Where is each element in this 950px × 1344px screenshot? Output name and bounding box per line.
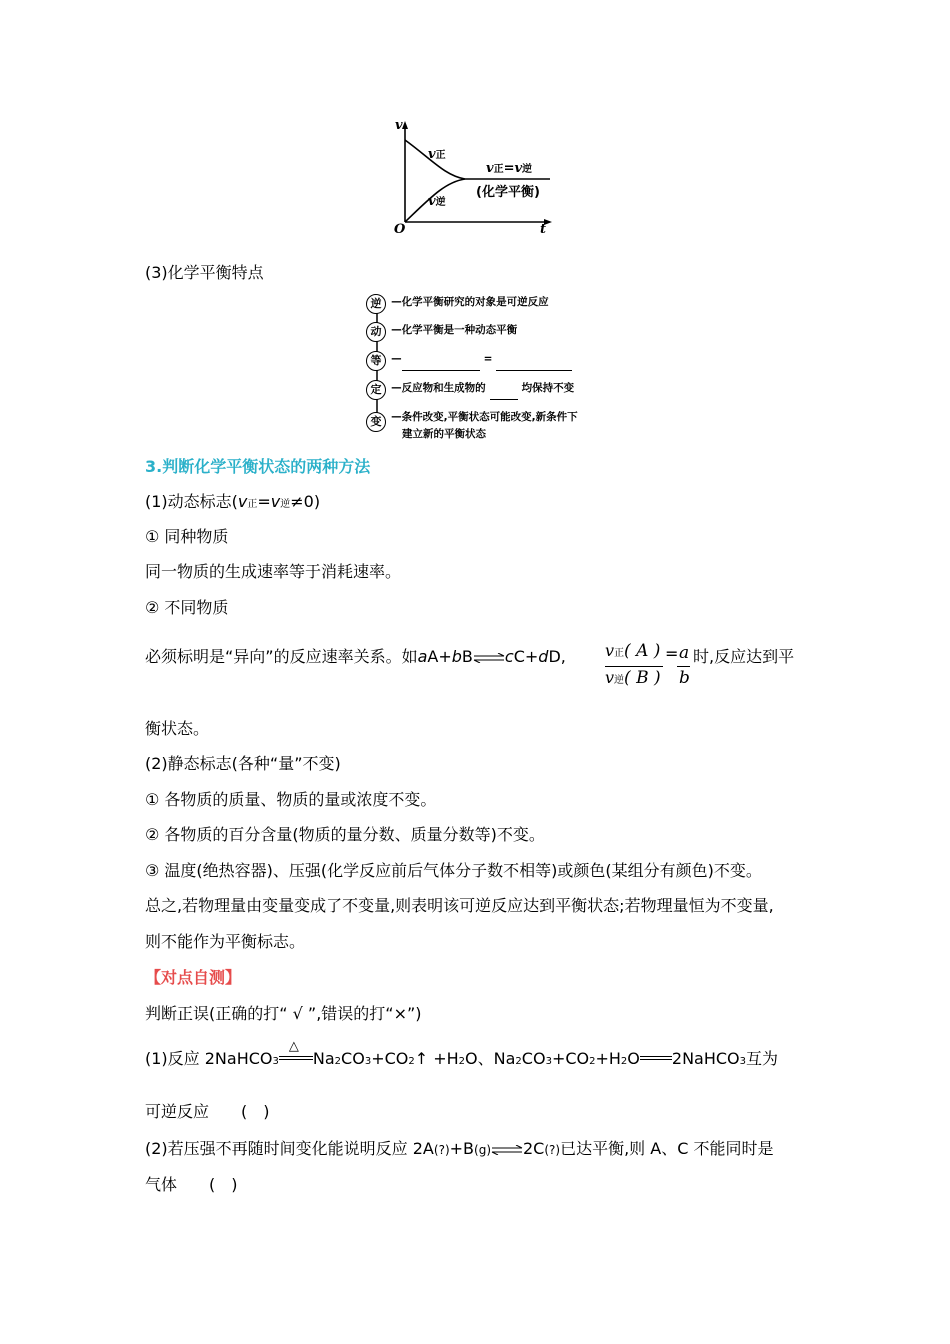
upper-curve-label: v正 (428, 147, 446, 162)
section3-title: 3.判断化学平衡状态的两种方法 (145, 457, 371, 476)
feature-text-reversible: 化学平衡研究的对象是可逆反应 (401, 296, 549, 308)
question-2: (2)若压强不再随时间变化能说明反应 2A(?)+B(g) 2C(?)已达平衡,则 A、C 不能同时是 (145, 1139, 774, 1158)
coef-fraction-den: b (679, 668, 690, 688)
coef-fraction-num: a (679, 643, 690, 663)
coef-fraction (677, 636, 693, 692)
feature-after-constant: 均保持不变 (521, 382, 575, 394)
rate-ratio-line (145, 636, 845, 696)
rate-fraction-denominator: v逆( B ) (605, 668, 661, 688)
coef-fraction-bar (677, 666, 690, 667)
feature-item-constant: 定 $^{—反应物和生成物的}$ $^{均保持不变}$ (366, 378, 574, 400)
equal-rate-label: v正=v逆 (486, 161, 533, 176)
selftest-instruction: 判断正误(正确的打“ √ ”,错误的打“×”) (145, 1004, 422, 1023)
question-2-cont: 气体 ( ) (145, 1175, 238, 1194)
feature-char-change: 变 (366, 412, 386, 432)
rate-fraction-numerator: v正( A ) (605, 641, 661, 661)
reversible-arrow (473, 653, 505, 663)
equilibrium-note: (化学平衡) (476, 185, 540, 200)
feature-text-change-2: 建立新的平衡状态 (402, 428, 486, 440)
feature-char-reversible: 逆 (366, 294, 386, 314)
lower-curve-label: v逆 (428, 194, 446, 209)
question-1: (1)反应 2NaHCO3 △ Na2CO3+CO2↑ +H2O、Na2CO3+CO2+H2O 2NaHCO3互为 (145, 1039, 779, 1068)
feature-blank-1 (402, 356, 480, 371)
y-axis-label: v (395, 118, 403, 133)
feature-item-dynamic: 动 $^{—化学平衡是一种动态平衡}$ (366, 320, 517, 342)
rate-fraction-eq: = (665, 644, 679, 663)
feature-char-equal: 等 (366, 351, 386, 371)
rate-ratio-intro: 必须标明是“异向”的反应速率关系。如aA+bB cC+dD, (145, 647, 566, 666)
rate-fraction-bar (605, 666, 663, 667)
static-criterion-2: ② 各物质的百分含量(物质的量分数、质量分数等)不变。 (145, 825, 545, 844)
features-heading: (3)化学平衡特点 (145, 263, 264, 282)
feature-eq-sign: = (483, 353, 493, 365)
rate-time-graph (390, 118, 560, 243)
features-diagram (366, 290, 606, 440)
feature-blank-2 (496, 356, 572, 371)
question-1-cont: 可逆反应 ( ) (145, 1102, 270, 1121)
feature-text-dynamic: 化学平衡是一种动态平衡 (401, 324, 518, 336)
feature-item-equal: 等 — = (366, 349, 572, 371)
feature-blank-3 (490, 385, 518, 400)
summary-line-2: 则不能作为平衡标志。 (145, 932, 306, 951)
rate-ratio-cont: 衡状态。 (145, 719, 210, 738)
selftest-title: 【对点自测】 (145, 968, 242, 987)
static-criterion-3: ③ 温度(绝热容器)、压强(化学反应前后气体分子数不相等)或颜色(某组分有颜色)不变。 (145, 861, 762, 880)
equal-arrow (640, 1050, 672, 1064)
dynamic-criterion: (1)动态标志(v正=v逆≠0) (145, 492, 321, 511)
feature-text-constant: 反应物和生成物的 (401, 382, 486, 394)
feature-item-reversible: 逆 $^{—化学平衡研究的对象是可逆反应}$ (366, 292, 549, 314)
static-criterion-1: ① 各物质的质量、物质的量或浓度不变。 (145, 790, 437, 809)
feature-char-dynamic: 动 (366, 322, 386, 342)
diff-substance-title: ② 不同物质 (145, 598, 229, 617)
reversible-arrow-2 (491, 1145, 523, 1155)
rate-ratio-outro: 时,反应达到平 (693, 647, 795, 666)
static-criterion-title: (2)静态标志(各种“量”不变) (145, 754, 341, 773)
same-substance-title: ① 同种物质 (145, 527, 229, 546)
feature-char-constant: 定 (366, 380, 386, 400)
summary-line-1: 总之,若物理量由变量变成了不变量,则表明该可逆反应达到平衡状态;若物理量恒为不变量, (145, 896, 774, 915)
feature-item-change: 变 $^{—条件改变,平衡状态可能改变,新条件下}$ (366, 410, 578, 432)
heat-arrow: △ (279, 1050, 313, 1064)
feature-text-change: 条件改变,平衡状态可能改变,新条件下 (401, 411, 578, 423)
origin-label: O (394, 222, 406, 237)
same-substance-text: 同一物质的生成速率等于消耗速率。 (145, 562, 402, 581)
x-axis-label: t (540, 222, 547, 237)
